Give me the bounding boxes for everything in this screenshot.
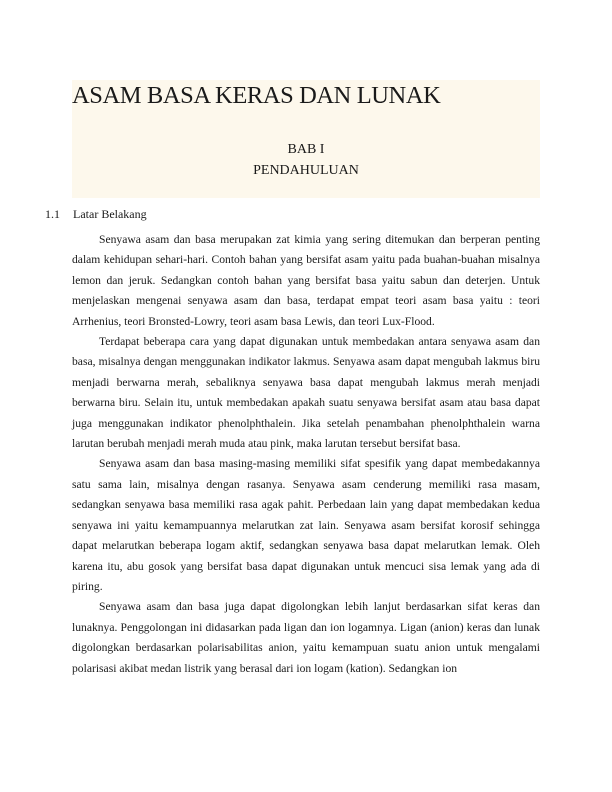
section-heading [45,206,147,222]
document-title: ASAM BASA KERAS DAN LUNAK [72,82,441,109]
paragraph: Senyawa asam dan basa merupakan zat kimia yang sering ditemukan dan berperan penting dalam kehidupan sehari-hari. Contoh bahan yang bersifat asam yaitu pada buahan-buahan misalnya lemon dan jeruk. Sedangkan contoh bahan yang bersifat basa yaitu sabun dan deterjen. Untuk menjelaskan mengenai senyawa asam dan basa, terdapat empat teori asam basa yaitu : teori Arrhenius, teori Bronsted-Lowry, teori asam basa Lewis, dan teori Lux-Flood. [72,233,540,328]
paragraph: Terdapat beberapa cara yang dapat digunakan untuk membedakan antara senyawa asam dan basa, misalnya dengan menggunakan indikator lakmus. Senyawa asam dapat mengubah lakmus biru menjadi berwarna merah, sebaliknya senyawa basa dapat mengubah lakmus merah menjadi berwarna biru. Selain itu, untuk membedakan apakah suatu senyawa bersifat asam atau basa dapat juga menggunakan indikator phenolphthalein. Jika setelah penambahan phenolphthalein warna larutan berubah menjadi merah muda atau pink, maka larutan tersebut bersifat basa. [72,335,540,451]
chapter-title: PENDAHULUAN [253,163,359,178]
section-number: 1.1 [45,207,60,221]
paragraph: Senyawa asam dan basa juga dapat digolongkan lebih lanjut berdasarkan sifat keras dan lunaknya. Penggolongan ini didasarkan pada ligan dan ion logamnya. Ligan (anion) keras dan lunak digolongkan berdasarkan polarisabilitas anion, yaitu kemampuan suatu anion untuk mengalami polarisasi akibat medan listrik yang berasal dari ion logam (kation). Sedangkan ion [72,600,540,675]
chapter-number: BAB I [287,142,325,157]
body-text [72,230,540,679]
section-title: Latar Belakang [73,207,147,221]
paragraph: Senyawa asam dan basa masing-masing memiliki sifat spesifik yang dapat membedakannya satu sama lain, misalnya dengan rasanya. Senyawa asam cenderung memiliki rasa masam, sedangkan senyawa basa memiliki rasa agak pahit. Perbedaan lain yang dapat membedakan kedua senyawa ini yaitu kemampuannya melarutkan zat lain. Senyawa asam bersifat korosif sehingga dapat melarutkan beberapa logam aktif, sedangkan senyawa basa dapat melarutkan lemak. Oleh karena itu, abu gosok yang bersifat basa dapat digunakan untuk mencuci sisa lemak yang ada di piring. [72,457,540,593]
